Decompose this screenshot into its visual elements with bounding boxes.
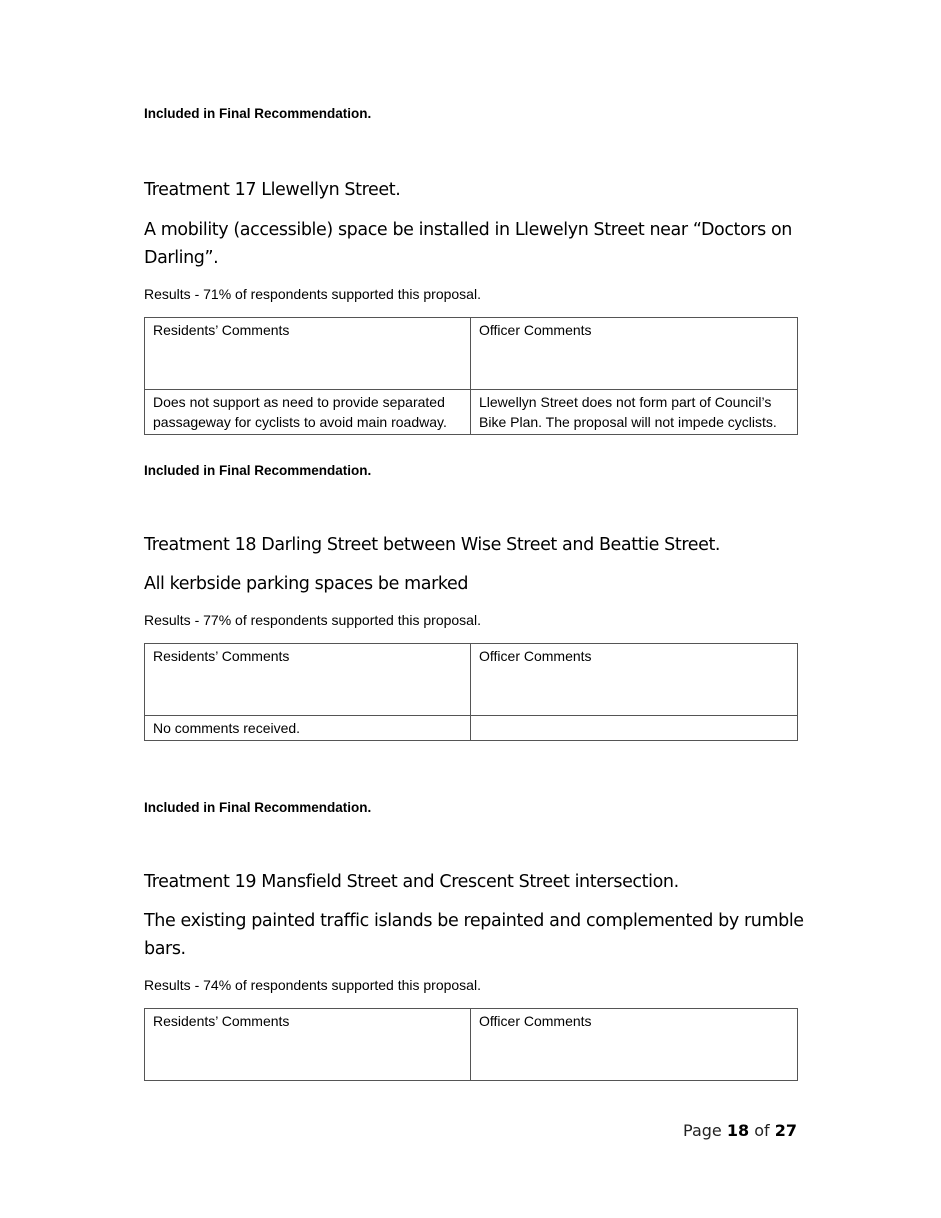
treatment-19-title: Treatment 19 Mansfield Street and Crescent Street intersection.	[144, 872, 679, 892]
treatment-17-results: Results - 71% of respondents supported this proposal.	[144, 286, 481, 302]
page-number	[683, 1121, 797, 1140]
officer-comments-header: Officer Comments	[471, 318, 798, 390]
officer-comments-header: Officer Comments	[471, 644, 798, 716]
final-recommendation-note: Included in Final Recommendation.	[144, 106, 372, 121]
table-header-row	[145, 1009, 798, 1081]
page-current: 18	[726, 1121, 750, 1140]
treatment-19-results: Results - 74% of respondents supported this proposal.	[144, 977, 481, 993]
page-total: 27	[774, 1121, 797, 1140]
residents-comment-cell: No comments received.	[145, 716, 471, 741]
final-recommendation-note: Included in Final Recommendation.	[144, 463, 372, 478]
page-word: Page	[683, 1121, 722, 1140]
officer-comment-cell	[471, 716, 798, 741]
treatment-17-title: Treatment 17 Llewellyn Street.	[144, 180, 401, 200]
table-row	[145, 716, 798, 741]
final-recommendation-note: Included in Final Recommendation.	[144, 800, 372, 815]
treatment-17-proposal: A mobility (accessible) space be installed in Llewelyn Street near “Doctors on Darling”.	[144, 220, 793, 268]
residents-comments-header: Residents’ Comments	[145, 318, 471, 390]
of-word: of	[754, 1121, 770, 1140]
residents-comments-header: Residents’ Comments	[145, 1009, 471, 1081]
table-row	[145, 390, 798, 435]
residents-comments-header: Residents’ Comments	[145, 644, 471, 716]
treatment-18-results: Results - 77% of respondents supported this proposal.	[144, 612, 481, 628]
treatment-18-title: Treatment 18 Darling Street between Wise Street and Beattie Street.	[144, 535, 721, 555]
table-header-row	[145, 318, 798, 390]
treatment-17-comments-table	[144, 317, 798, 435]
officer-comments-header: Officer Comments	[471, 1009, 798, 1081]
treatment-19-proposal: The existing painted traffic islands be repainted and complemented by rumble bars.	[144, 911, 804, 959]
residents-comment-cell: Does not support as need to provide separated passageway for cyclists to avoid main roadway.	[145, 390, 471, 435]
officer-comment-cell: Llewellyn Street does not form part of Council’s Bike Plan. The proposal will not impede cyclists.	[471, 390, 798, 435]
treatment-19-comments-table	[144, 1008, 798, 1081]
table-header-row	[145, 644, 798, 716]
treatment-18-proposal: All kerbside parking spaces be marked	[144, 574, 469, 594]
treatment-18-comments-table	[144, 643, 798, 741]
